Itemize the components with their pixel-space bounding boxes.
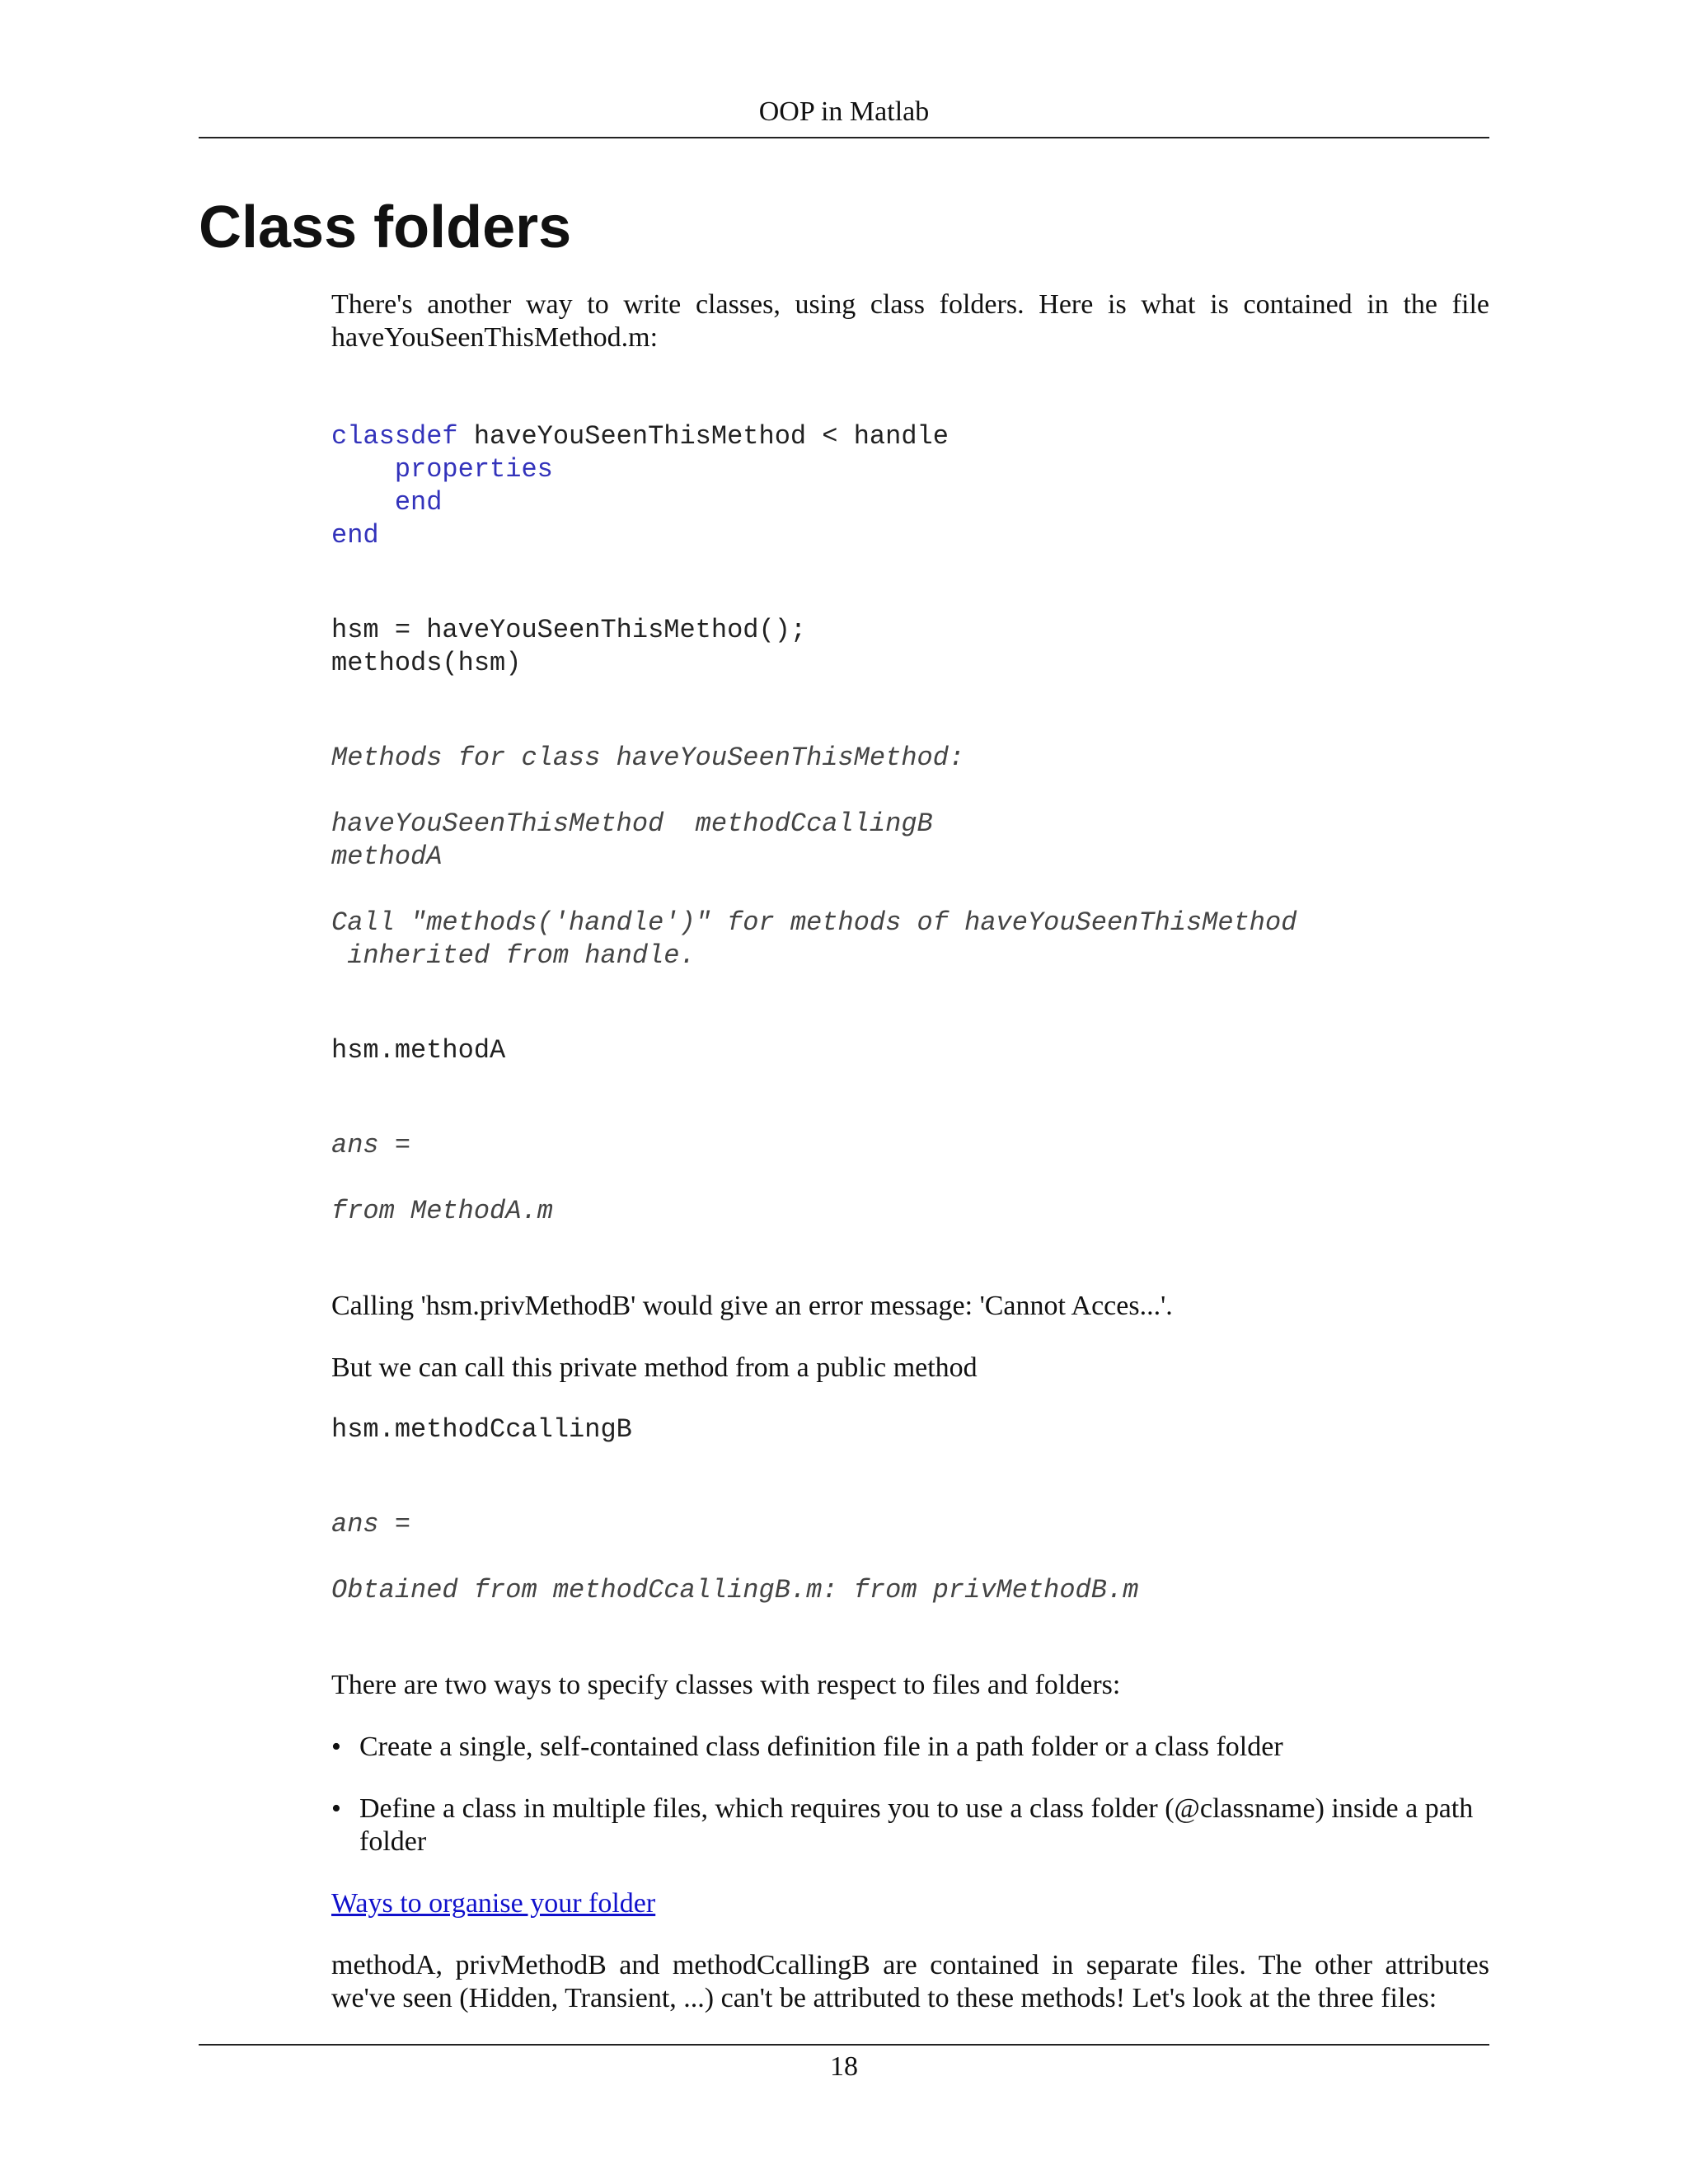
running-header: OOP in Matlab bbox=[758, 96, 930, 127]
ways-list bbox=[331, 1731, 1489, 1858]
output-line: Methods for class haveYouSeenThisMethod: bbox=[331, 743, 965, 773]
keyword-properties: properties bbox=[394, 454, 553, 485]
output-line: ans = bbox=[331, 1509, 411, 1540]
intro-paragraph: There's another way to write classes, using class folders. Here is what is contained in the file haveYouSeenThisMethod.m: bbox=[331, 289, 1489, 353]
code-line: methods(hsm) bbox=[331, 648, 522, 678]
ways-to-organise-link[interactable]: Ways to organise your folder bbox=[331, 1888, 656, 1919]
output-line: inherited from handle. bbox=[331, 940, 696, 971]
ways-intro-paragraph: There are two ways to specify classes with respect to files and folders: bbox=[331, 1670, 1121, 1700]
methodC-output-block bbox=[331, 1508, 1489, 1607]
footer-rule bbox=[199, 2044, 1489, 2046]
instantiate-code-block bbox=[331, 614, 1489, 680]
output-line: methodA bbox=[331, 841, 443, 872]
output-line: Obtained from methodCcallingB.m: from privMethodB.m bbox=[331, 1575, 1139, 1605]
list-item bbox=[331, 1731, 1489, 1764]
output-line: Call "methods('handle')" for methods of haveYouSeenThisMethod bbox=[331, 907, 1297, 938]
classdef-signature: haveYouSeenThisMethod < handle bbox=[457, 421, 949, 452]
list-item-text: Create a single, self-contained class definition file in a path folder or a class folder bbox=[359, 1732, 1283, 1762]
keyword-end-outer: end bbox=[331, 520, 379, 551]
section-title: Class folders bbox=[199, 194, 572, 260]
keyword-end-inner: end bbox=[394, 487, 443, 518]
header-rule bbox=[199, 137, 1489, 138]
output-line: from MethodA.m bbox=[331, 1196, 553, 1226]
call-methodA-code: hsm.methodA bbox=[331, 1035, 506, 1066]
error-note-paragraph: Calling 'hsm.privMethodB' would give an error message: 'Cannot Acces...'. bbox=[331, 1291, 1173, 1321]
list-item bbox=[331, 1793, 1489, 1858]
code-line: hsm = haveYouSeenThisMethod(); bbox=[331, 615, 807, 645]
section-body bbox=[331, 288, 1489, 2015]
closing-paragraph: methodA, privMethodB and methodCcallingB are contained in separate files. The other attributes we've seen (Hidden, Transient, ...) can't be attributed to these methods! Let's look at the three files: bbox=[331, 1950, 1489, 2013]
methods-output-block bbox=[331, 742, 1489, 972]
output-line: ans = bbox=[331, 1130, 411, 1160]
classdef-code-block bbox=[331, 420, 1489, 552]
call-methodC-code: hsm.methodCcallingB bbox=[331, 1414, 632, 1445]
keyword-classdef: classdef bbox=[331, 421, 458, 452]
output-line: haveYouSeenThisMethod methodCcallingB bbox=[331, 808, 933, 839]
private-note-paragraph: But we can call this private method from a public method bbox=[331, 1352, 978, 1383]
bullet-icon: • bbox=[331, 1732, 341, 1762]
page-number: 18 bbox=[830, 2051, 858, 2082]
bullet-icon: • bbox=[331, 1793, 341, 1824]
list-item-text: Define a class in multiple files, which requires you to use a class folder (@classname) inside a path folder bbox=[359, 1793, 1474, 1857]
methodA-output-block bbox=[331, 1129, 1489, 1228]
